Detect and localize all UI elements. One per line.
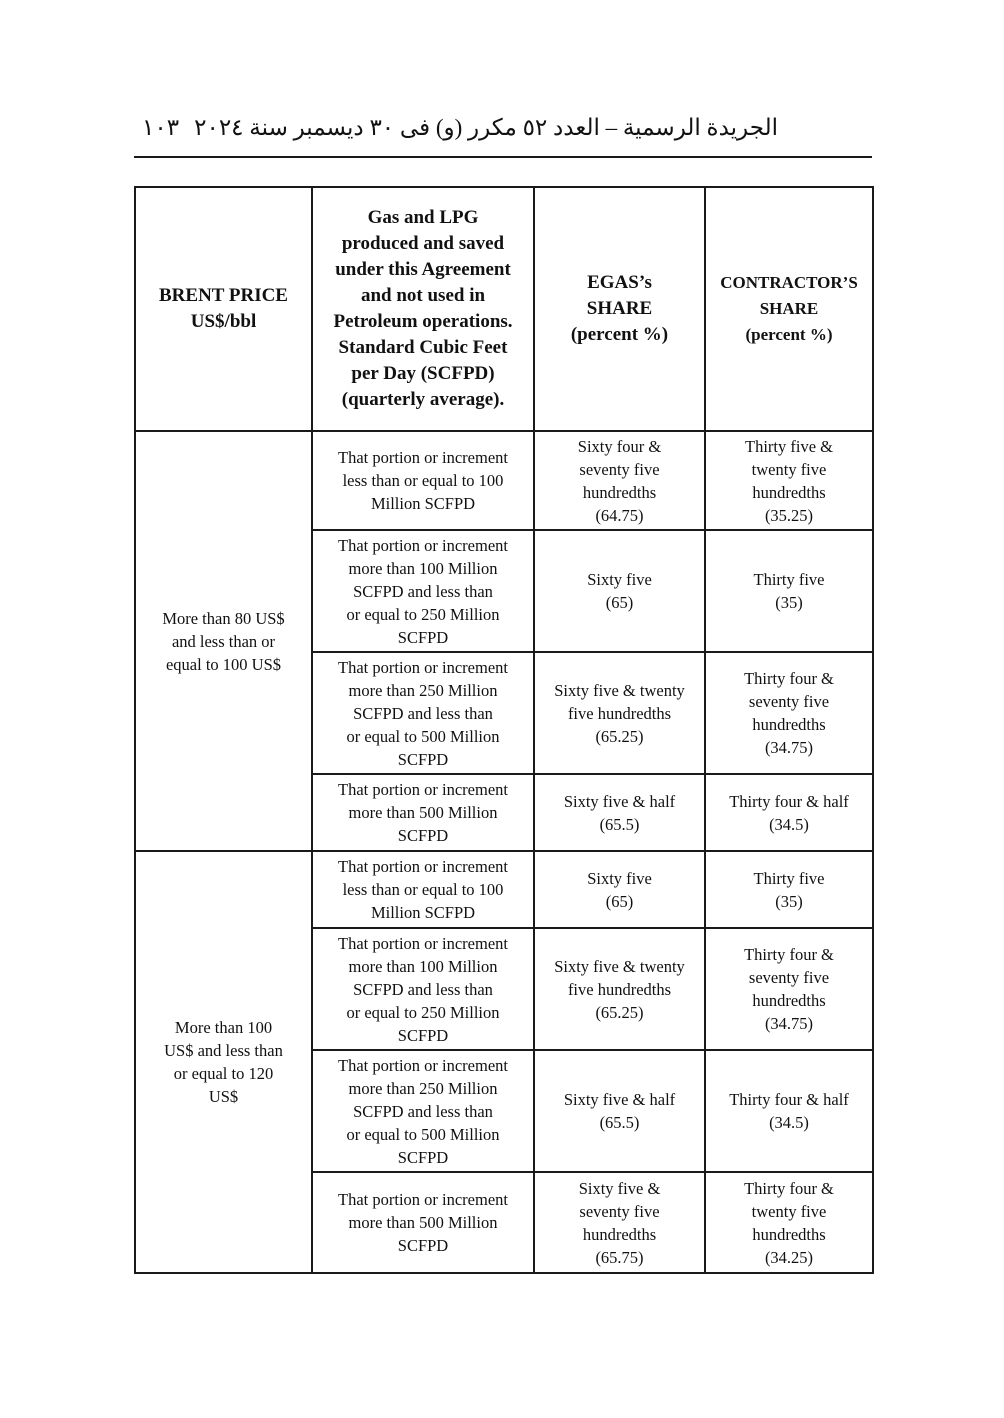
contractor-share-cell: Thirty four & half (34.5) xyxy=(705,1050,873,1172)
contractor-share-cell: Thirty four & seventy five hundredths (34.75) xyxy=(705,928,873,1050)
egas-share-cell: Sixty five & twenty five hundredths (65.25) xyxy=(534,928,705,1050)
contractor-share-cell: Thirty five (35) xyxy=(705,851,873,928)
portion-cell: That portion or increment less than or equal to 100 Million SCFPD xyxy=(312,851,534,928)
egas-share-cell: Sixty five & half (65.5) xyxy=(534,774,705,851)
table-header-row xyxy=(135,187,873,431)
portion-cell: That portion or increment more than 250 Million SCFPD and less than or equal to 500 Million SCFPD xyxy=(312,652,534,774)
egas-share-cell: Sixty five & seventy five hundredths (65.75) xyxy=(534,1172,705,1273)
egas-share-cell: Sixty five & twenty five hundredths (65.25) xyxy=(534,652,705,774)
column-header-brent-price: BRENT PRICE US$/bbl xyxy=(135,187,312,431)
brent-price-range-cell: More than 100 US$ and less than or equal to 120 US$ xyxy=(135,851,312,1273)
production-share-table xyxy=(134,186,874,1274)
egas-share-cell: Sixty five (65) xyxy=(534,851,705,928)
egas-share-cell: Sixty four & seventy five hundredths (64.75) xyxy=(534,431,705,530)
portion-cell: That portion or increment more than 250 Million SCFPD and less than or equal to 500 Million SCFPD xyxy=(312,1050,534,1172)
column-header-egas-share: EGAS’s SHARE (percent %) xyxy=(534,187,705,431)
column-header-gas-lpg: Gas and LPG produced and saved under this Agreement and not used in Petroleum operations. Standard Cubic Feet per Day (SCFPD) (quarterly average). xyxy=(312,187,534,431)
table-row xyxy=(135,431,873,530)
gazette-header-title: الجريدة الرسمية – العدد ٥٢ مكرر (و) فى ٣٠ ديسمبر سنة ٢٠٢٤ xyxy=(194,115,778,140)
contractor-share-cell: Thirty four & seventy five hundredths (34.75) xyxy=(705,652,873,774)
egas-share-cell: Sixty five & half (65.5) xyxy=(534,1050,705,1172)
brent-price-range-cell: More than 80 US$ and less than or equal to 100 US$ xyxy=(135,431,312,851)
egas-share-cell: Sixty five (65) xyxy=(534,530,705,652)
portion-cell: That portion or increment more than 100 Million SCFPD and less than or equal to 250 Million SCFPD xyxy=(312,928,534,1050)
portion-cell: That portion or increment less than or equal to 100 Million SCFPD xyxy=(312,431,534,530)
portion-cell: That portion or increment more than 500 Million SCFPD xyxy=(312,1172,534,1273)
page-number: ١٠٣ xyxy=(142,115,180,140)
page-header xyxy=(134,112,872,158)
contractor-share-cell: Thirty five (35) xyxy=(705,530,873,652)
column-header-contractor-share: CONTRACTOR’S SHARE (percent %) xyxy=(705,187,873,431)
table-row xyxy=(135,851,873,928)
contractor-share-cell: Thirty four & twenty five hundredths (34.25) xyxy=(705,1172,873,1273)
contractor-share-cell: Thirty five & twenty five hundredths (35.25) xyxy=(705,431,873,530)
contractor-share-cell: Thirty four & half (34.5) xyxy=(705,774,873,851)
portion-cell: That portion or increment more than 100 Million SCFPD and less than or equal to 250 Million SCFPD xyxy=(312,530,534,652)
portion-cell: That portion or increment more than 500 Million SCFPD xyxy=(312,774,534,851)
